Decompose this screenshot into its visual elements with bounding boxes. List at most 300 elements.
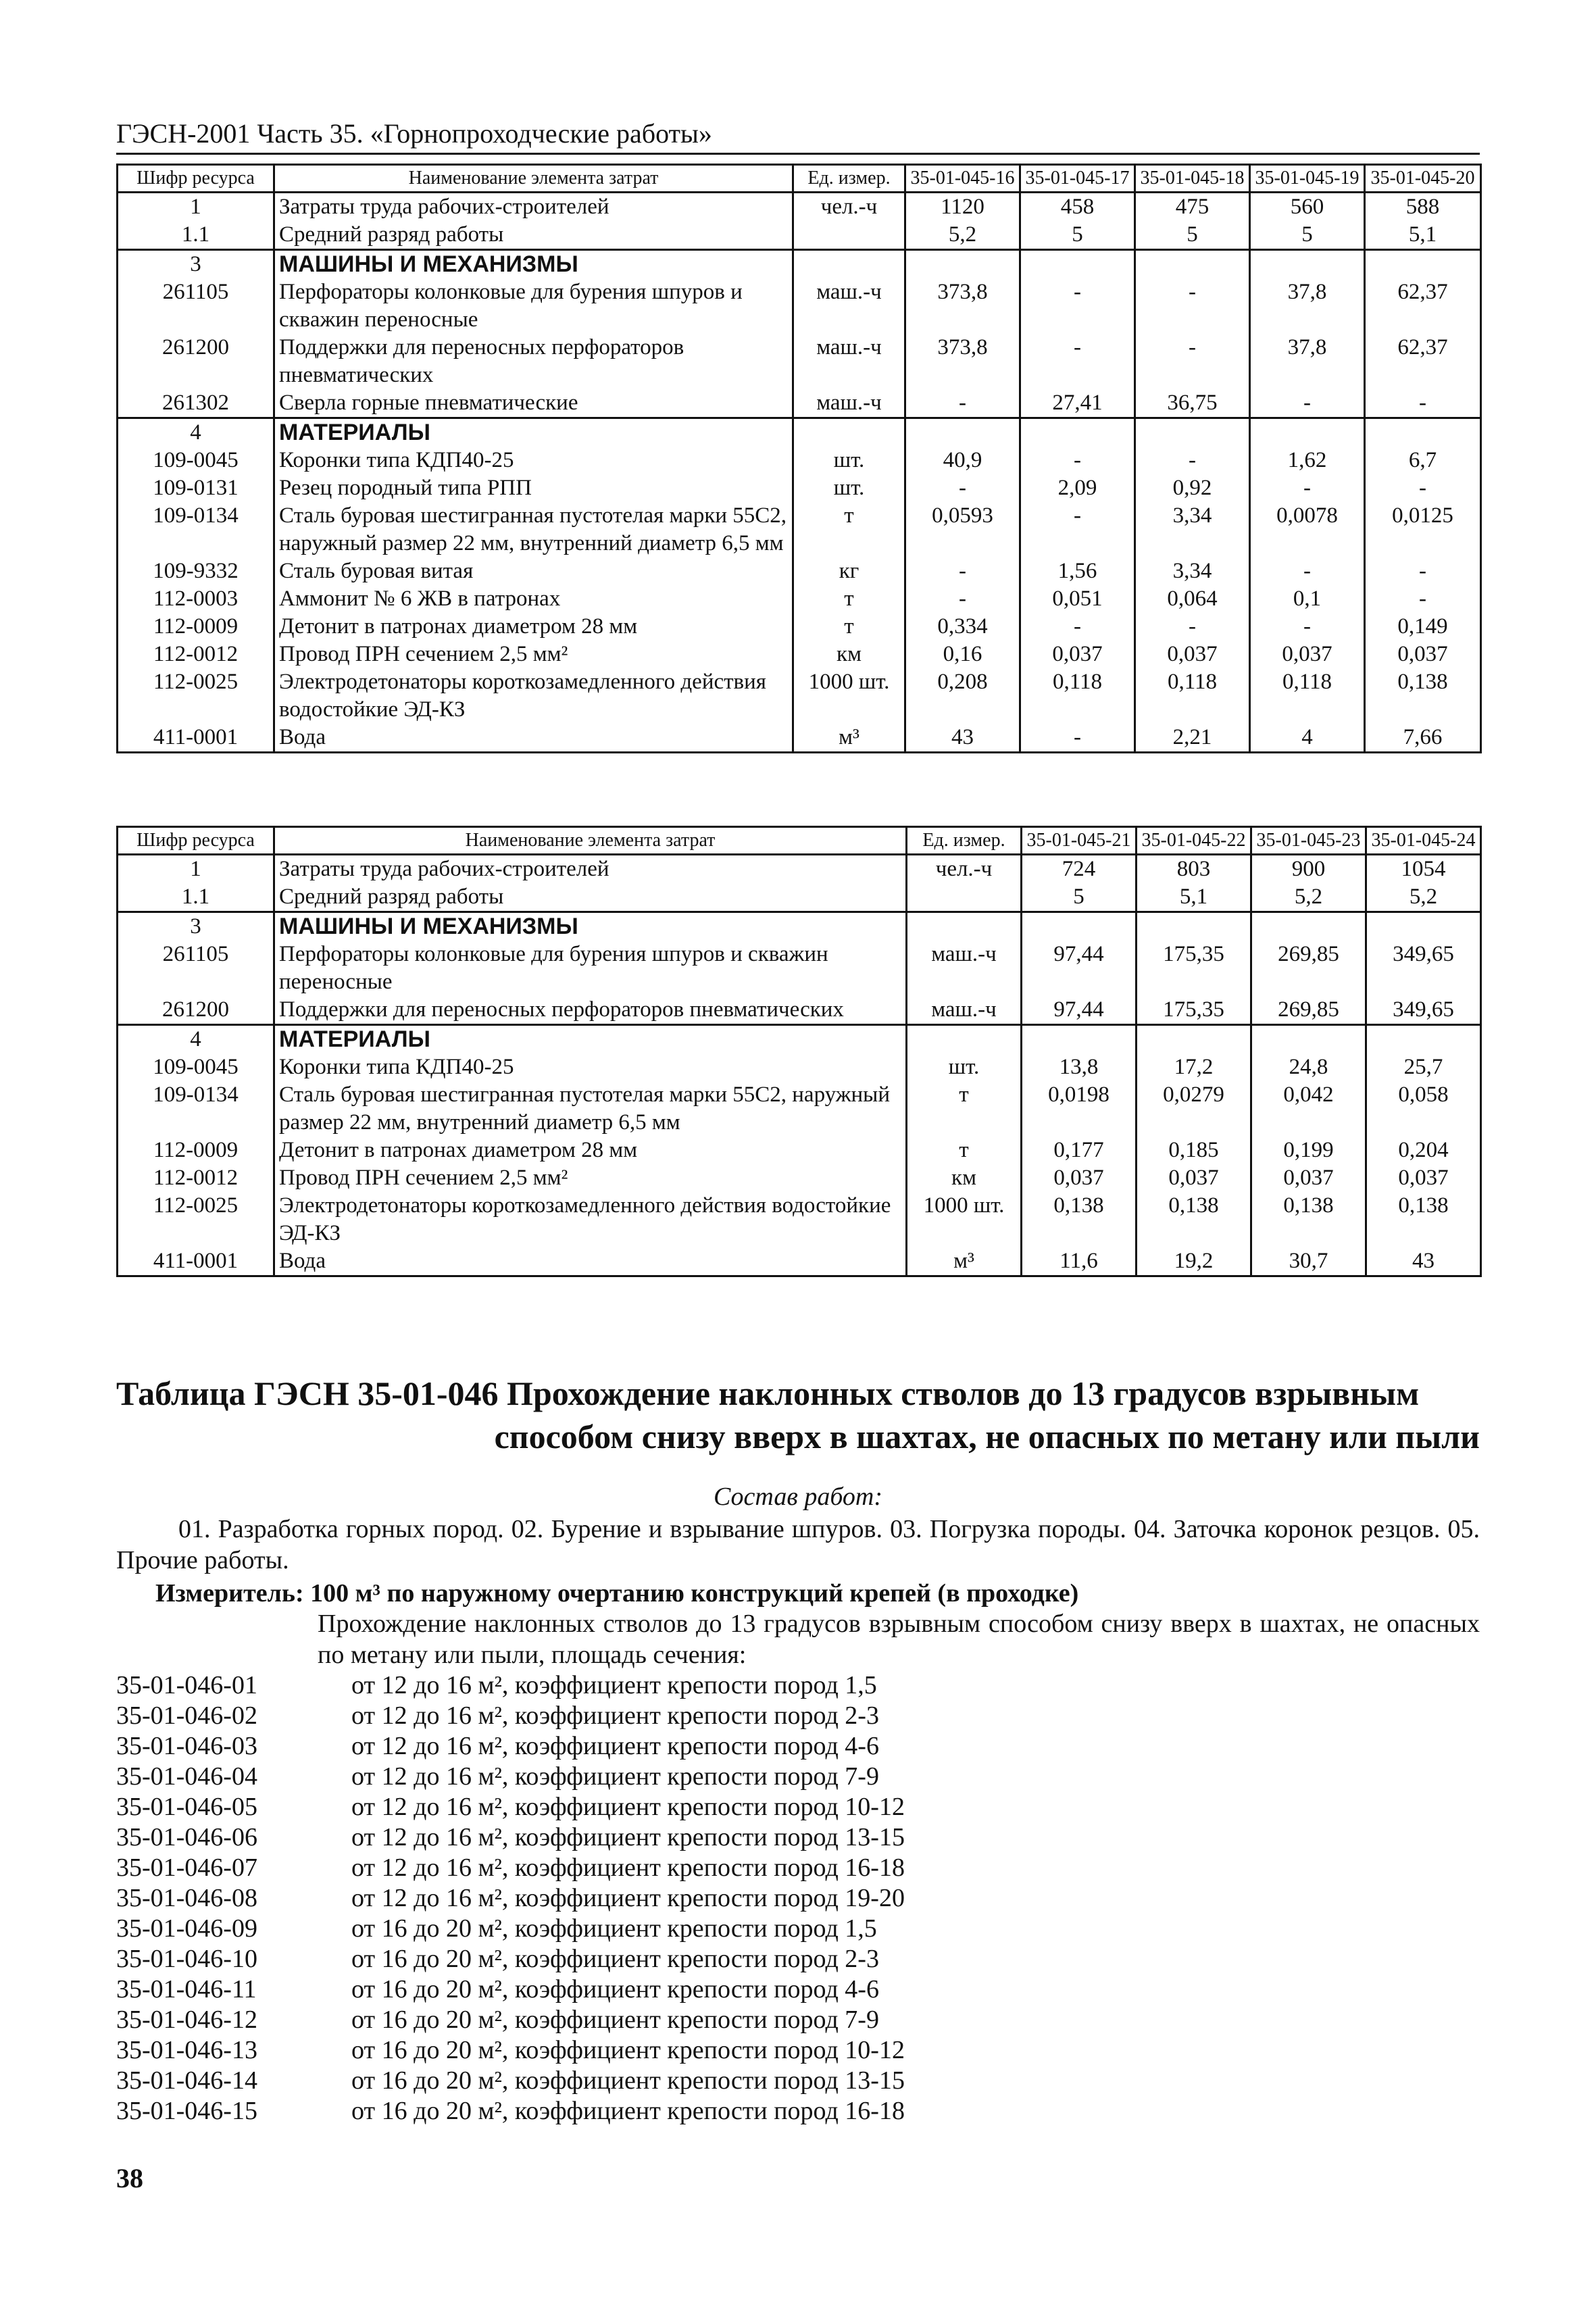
empty-cell xyxy=(793,418,905,447)
value-cell: - xyxy=(1135,278,1250,334)
norm-code: 35-01-046-06 xyxy=(116,1823,257,1851)
value-cell: 37,8 xyxy=(1250,334,1365,389)
value-cell: 0,037 xyxy=(1022,1164,1137,1192)
norm-description: от 16 до 20 м², коэффициент крепости пород 4-6 xyxy=(351,1975,879,2003)
resource-code: 109-0134 xyxy=(118,1081,274,1137)
table-title-line-2: способом снизу вверх в шахтах, не опасных по метану или пыли xyxy=(494,1418,1480,1455)
column-header: 35-01-045-21 xyxy=(1022,827,1137,855)
value-cell: 0,334 xyxy=(905,613,1020,641)
table-header-row xyxy=(118,165,1481,193)
norm-code: 35-01-046-05 xyxy=(116,1793,257,1821)
value-cell: 803 xyxy=(1137,855,1251,884)
value-cell: 269,85 xyxy=(1251,941,1366,996)
value-cell: 24,8 xyxy=(1251,1053,1366,1081)
list-item xyxy=(116,1822,1480,1853)
value-cell: 62,37 xyxy=(1365,334,1481,389)
list-item xyxy=(116,2035,1480,2066)
value-cell: 0,138 xyxy=(1251,1192,1366,1247)
empty-cell xyxy=(1020,250,1135,279)
value-cell: 560 xyxy=(1250,193,1365,222)
value-cell: 27,41 xyxy=(1020,389,1135,418)
value-cell: - xyxy=(1020,724,1135,753)
value-cell: 0,118 xyxy=(1020,668,1135,724)
empty-cell xyxy=(1251,1025,1366,1054)
cost-element-name: Детонит в патронах диаметром 28 мм xyxy=(274,1137,907,1164)
value-cell: - xyxy=(1135,334,1250,389)
resource-code: 112-0012 xyxy=(118,1164,274,1192)
norm-code: 35-01-046-13 xyxy=(116,2036,257,2064)
cost-element-name: Сталь буровая витая xyxy=(274,557,793,585)
list-item xyxy=(116,1974,1480,2005)
cost-element-name: Детонит в патронах диаметром 28 мм xyxy=(274,613,793,641)
unit-cell: шт. xyxy=(907,1053,1022,1081)
value-cell: - xyxy=(1135,447,1250,474)
resource-code: 112-0003 xyxy=(118,585,274,613)
value-cell: 43 xyxy=(905,724,1020,753)
empty-cell xyxy=(905,250,1020,279)
value-cell: 0,037 xyxy=(1137,1164,1251,1192)
list-item xyxy=(116,2066,1480,2096)
value-cell: 0,0593 xyxy=(905,502,1020,557)
value-cell: 0,037 xyxy=(1135,641,1250,668)
work-composition-text: 01. Разработка горных пород. 02. Бурение и взрывание шпуров. 03. Погрузка породы. 04. Заточка коронок резцов. 05. Прочие работы. xyxy=(116,1515,1480,1574)
value-cell: 373,8 xyxy=(905,334,1020,389)
resource-table-1 xyxy=(116,164,1482,753)
value-cell: 269,85 xyxy=(1251,996,1366,1025)
value-cell: 0,138 xyxy=(1022,1192,1137,1247)
value-cell: 7,66 xyxy=(1365,724,1481,753)
resource-code: 112-0025 xyxy=(118,668,274,724)
cost-element-name: Электродетонаторы короткозамедленного действия водостойкие ЭД-КЗ xyxy=(274,1192,907,1247)
empty-cell xyxy=(1020,418,1135,447)
cost-element-name: Электродетонаторы короткозамедленного действия водостойкие ЭД-КЗ xyxy=(274,668,793,724)
cost-element-name: Средний разряд работы xyxy=(274,221,793,250)
value-cell: - xyxy=(1020,447,1135,474)
value-cell: 458 xyxy=(1020,193,1135,222)
unit-cell: кг xyxy=(793,557,905,585)
table-title xyxy=(116,1372,1480,1458)
value-cell: - xyxy=(1250,474,1365,502)
table-row xyxy=(118,1025,1481,1054)
unit-cell: маш.-ч xyxy=(793,334,905,389)
resource-code: 112-0025 xyxy=(118,1192,274,1247)
value-cell: 3,34 xyxy=(1135,557,1250,585)
value-cell: 5,1 xyxy=(1137,883,1251,912)
norm-code: 35-01-046-14 xyxy=(116,2066,257,2095)
cost-element-name: Сталь буровая шестигранная пустотелая марки 55С2, наружный размер 22 мм, внутренний диаметр 6,5 мм xyxy=(274,502,793,557)
resource-code: 261200 xyxy=(118,996,274,1025)
norm-code: 35-01-046-11 xyxy=(116,1975,257,2003)
table-row xyxy=(118,1164,1481,1192)
column-header: Наименование элемента затрат xyxy=(274,165,793,193)
norm-description: от 12 до 16 м², коэффициент крепости пород 4-6 xyxy=(351,1732,879,1760)
value-cell: 1054 xyxy=(1366,855,1481,884)
value-cell: 0,0198 xyxy=(1022,1081,1137,1137)
resource-code: 109-0045 xyxy=(118,447,274,474)
column-header: 35-01-045-22 xyxy=(1137,827,1251,855)
value-cell: 0,0078 xyxy=(1250,502,1365,557)
value-cell: 0,037 xyxy=(1250,641,1365,668)
table-row xyxy=(118,585,1481,613)
value-cell: 19,2 xyxy=(1137,1247,1251,1276)
resource-code: 109-0134 xyxy=(118,502,274,557)
column-header: Шифр ресурса xyxy=(118,165,274,193)
norm-code-list xyxy=(116,1670,1480,2126)
column-header: 35-01-045-16 xyxy=(905,165,1020,193)
unit-cell: чел.-ч xyxy=(793,193,905,222)
table-row xyxy=(118,1081,1481,1137)
column-header: 35-01-045-19 xyxy=(1250,165,1365,193)
section-name: МАТЕРИАЛЫ xyxy=(274,1025,907,1054)
column-header: 35-01-045-23 xyxy=(1251,827,1366,855)
cost-element-name: Перфораторы колонковые для бурения шпуров и скважин переносные xyxy=(274,278,793,334)
table-row xyxy=(118,724,1481,753)
unit-cell: км xyxy=(793,641,905,668)
empty-cell xyxy=(1137,912,1251,941)
norm-description: от 12 до 16 м², коэффициент крепости пород 13-15 xyxy=(351,1823,905,1851)
value-cell: 36,75 xyxy=(1135,389,1250,418)
value-cell: 0,0279 xyxy=(1137,1081,1251,1137)
column-header: 35-01-045-17 xyxy=(1020,165,1135,193)
empty-cell xyxy=(905,418,1020,447)
resource-code: 411-0001 xyxy=(118,1247,274,1276)
table-row xyxy=(118,912,1481,941)
value-cell: 0,177 xyxy=(1022,1137,1137,1164)
column-header: 35-01-045-18 xyxy=(1135,165,1250,193)
value-cell: 724 xyxy=(1022,855,1137,884)
empty-cell xyxy=(1022,1025,1137,1054)
value-cell: 37,8 xyxy=(1250,278,1365,334)
value-cell: - xyxy=(905,474,1020,502)
unit-cell: т xyxy=(793,502,905,557)
resource-code: 109-9332 xyxy=(118,557,274,585)
resource-code: 3 xyxy=(118,250,274,279)
empty-cell xyxy=(1022,912,1137,941)
value-cell: 97,44 xyxy=(1022,941,1137,996)
measure-unit: Измеритель: 100 м³ по наружному очертанию конструкций крепей (в проходке) xyxy=(155,1579,1079,1608)
value-cell: 43 xyxy=(1366,1247,1481,1276)
value-cell: 0,16 xyxy=(905,641,1020,668)
page-number: 38 xyxy=(116,2163,143,2193)
value-cell: 0,138 xyxy=(1137,1192,1251,1247)
table-row xyxy=(118,1247,1481,1276)
norm-code: 35-01-046-07 xyxy=(116,1853,257,1882)
table-title-line-1: Таблица ГЭСН 35-01-046 Прохождение наклонных стволов до 13 градусов взрывным xyxy=(116,1374,1420,1412)
running-header: ГЭСН-2001 Часть 35. «Горнопроходческие работы» xyxy=(116,116,1480,155)
value-cell: - xyxy=(1135,613,1250,641)
value-cell: - xyxy=(1020,613,1135,641)
value-cell: 349,65 xyxy=(1366,996,1481,1025)
norm-code: 35-01-046-12 xyxy=(116,2006,257,2034)
norm-description: от 16 до 20 м², коэффициент крепости пород 2-3 xyxy=(351,1945,879,1973)
value-cell: 62,37 xyxy=(1365,278,1481,334)
value-cell: 349,65 xyxy=(1366,941,1481,996)
table-row xyxy=(118,278,1481,334)
resource-code: 3 xyxy=(118,912,274,941)
table-row xyxy=(118,855,1481,884)
list-item xyxy=(116,2096,1480,2126)
unit-cell: маш.-ч xyxy=(793,278,905,334)
section-intro: Прохождение наклонных стволов до 13 градусов взрывным способом снизу вверх в шахтах, не опасных по метану или пыли, площадь сечения: xyxy=(318,1610,1480,1669)
cost-element-name: Провод ПРН сечением 2,5 мм² xyxy=(274,641,793,668)
resource-code: 4 xyxy=(118,1025,274,1054)
unit-cell: т xyxy=(907,1081,1022,1137)
norm-description: от 16 до 20 м², коэффициент крепости пород 10-12 xyxy=(351,2036,905,2064)
value-cell: 0,042 xyxy=(1251,1081,1366,1137)
cost-element-name: Аммонит № 6 ЖВ в патронах xyxy=(274,585,793,613)
column-header: Наименование элемента затрат xyxy=(274,827,907,855)
value-cell: - xyxy=(1365,389,1481,418)
table-row xyxy=(118,641,1481,668)
value-cell: 1,56 xyxy=(1020,557,1135,585)
value-cell: 5 xyxy=(1020,221,1135,250)
section-name: МАШИНЫ И МЕХАНИЗМЫ xyxy=(274,912,907,941)
empty-cell xyxy=(1135,418,1250,447)
cost-element-name: Поддержки для переносных перфораторов пневматических xyxy=(274,996,907,1025)
value-cell: 5,1 xyxy=(1365,221,1481,250)
value-cell: 2,21 xyxy=(1135,724,1250,753)
unit-cell: чел.-ч xyxy=(907,855,1022,884)
value-cell: - xyxy=(1365,474,1481,502)
cost-element-name: Коронки типа КДП40-25 xyxy=(274,447,793,474)
unit-cell: км xyxy=(907,1164,1022,1192)
value-cell: 17,2 xyxy=(1137,1053,1251,1081)
value-cell: - xyxy=(1365,585,1481,613)
resource-code: 411-0001 xyxy=(118,724,274,753)
column-header: Шифр ресурса xyxy=(118,827,274,855)
resource-code: 1.1 xyxy=(118,883,274,912)
empty-cell xyxy=(1250,418,1365,447)
norm-description: от 12 до 16 м², коэффициент крепости пород 1,5 xyxy=(351,1671,877,1699)
value-cell: 0,199 xyxy=(1251,1137,1366,1164)
norm-description: от 12 до 16 м², коэффициент крепости пород 2-3 xyxy=(351,1701,879,1730)
resource-code: 109-0131 xyxy=(118,474,274,502)
empty-cell xyxy=(1365,418,1481,447)
value-cell: - xyxy=(1020,334,1135,389)
value-cell: 0,1 xyxy=(1250,585,1365,613)
cost-element-name: Сверла горные пневматические xyxy=(274,389,793,418)
empty-cell xyxy=(793,250,905,279)
list-item xyxy=(116,1944,1480,1974)
list-item xyxy=(116,1853,1480,1883)
norm-code: 35-01-046-01 xyxy=(116,1671,257,1699)
value-cell: 0,058 xyxy=(1366,1081,1481,1137)
cost-element-name: Вода xyxy=(274,724,793,753)
value-cell: 5 xyxy=(1135,221,1250,250)
resource-code: 4 xyxy=(118,418,274,447)
value-cell: 0,064 xyxy=(1135,585,1250,613)
value-cell: 4 xyxy=(1250,724,1365,753)
column-header: 35-01-045-20 xyxy=(1365,165,1481,193)
resource-code: 261105 xyxy=(118,941,274,996)
value-cell: 5,2 xyxy=(1251,883,1366,912)
section-name: МАТЕРИАЛЫ xyxy=(274,418,793,447)
cost-element-name: Поддержки для переносных перфораторов пневматических xyxy=(274,334,793,389)
norm-description: от 12 до 16 м², коэффициент крепости пород 16-18 xyxy=(351,1853,905,1882)
unit-cell: т xyxy=(907,1137,1022,1164)
resource-code: 112-0009 xyxy=(118,613,274,641)
cost-element-name: Затраты труда рабочих-строителей xyxy=(274,193,793,222)
norm-description: от 12 до 16 м², коэффициент крепости пород 7-9 xyxy=(351,1762,879,1791)
table-row xyxy=(118,1192,1481,1247)
resource-code: 109-0045 xyxy=(118,1053,274,1081)
value-cell: 0,185 xyxy=(1137,1137,1251,1164)
value-cell: 0,204 xyxy=(1366,1137,1481,1164)
value-cell: 0,051 xyxy=(1020,585,1135,613)
list-item xyxy=(116,2005,1480,2035)
value-cell: - xyxy=(1365,557,1481,585)
norm-description: от 16 до 20 м², коэффициент крепости пород 16-18 xyxy=(351,2097,905,2125)
empty-cell xyxy=(1365,250,1481,279)
value-cell: 0,149 xyxy=(1365,613,1481,641)
cost-element-name: Коронки типа КДП40-25 xyxy=(274,1053,907,1081)
value-cell: - xyxy=(1250,557,1365,585)
value-cell: 0,037 xyxy=(1251,1164,1366,1192)
value-cell: 1,62 xyxy=(1250,447,1365,474)
value-cell: 13,8 xyxy=(1022,1053,1137,1081)
norm-code: 35-01-046-03 xyxy=(116,1732,257,1760)
norm-code: 35-01-046-04 xyxy=(116,1762,257,1791)
value-cell: 5 xyxy=(1250,221,1365,250)
table-row xyxy=(118,557,1481,585)
table-row xyxy=(118,668,1481,724)
table-header-row xyxy=(118,827,1481,855)
norm-description: от 12 до 16 м², коэффициент крепости пород 10-12 xyxy=(351,1793,905,1821)
value-cell: 0,92 xyxy=(1135,474,1250,502)
value-cell: - xyxy=(1020,278,1135,334)
list-item xyxy=(116,1792,1480,1822)
value-cell: 6,7 xyxy=(1365,447,1481,474)
column-header: Ед. измер. xyxy=(907,827,1022,855)
table-row xyxy=(118,389,1481,418)
unit-cell: м³ xyxy=(793,724,905,753)
value-cell: 0,208 xyxy=(905,668,1020,724)
value-cell: 0,0125 xyxy=(1365,502,1481,557)
empty-cell xyxy=(1366,912,1481,941)
cost-element-name: Перфораторы колонковые для бурения шпуров и скважин переносные xyxy=(274,941,907,996)
empty-cell xyxy=(1135,250,1250,279)
resource-table-2 xyxy=(116,826,1482,1277)
cost-element-name: Вода xyxy=(274,1247,907,1276)
table-row xyxy=(118,474,1481,502)
norm-code: 35-01-046-08 xyxy=(116,1884,257,1912)
empty-cell xyxy=(907,912,1022,941)
value-cell: 5 xyxy=(1022,883,1137,912)
unit-cell: маш.-ч xyxy=(793,389,905,418)
list-item xyxy=(116,1670,1480,1701)
table-row xyxy=(118,1053,1481,1081)
resource-code: 112-0012 xyxy=(118,641,274,668)
empty-cell xyxy=(1366,1025,1481,1054)
norm-code: 35-01-046-02 xyxy=(116,1701,257,1730)
value-cell: 97,44 xyxy=(1022,996,1137,1025)
value-cell: 11,6 xyxy=(1022,1247,1137,1276)
list-item xyxy=(116,1701,1480,1731)
unit-cell xyxy=(793,221,905,250)
value-cell: 0,037 xyxy=(1366,1164,1481,1192)
value-cell: 2,09 xyxy=(1020,474,1135,502)
unit-cell: т xyxy=(793,585,905,613)
value-cell: 0,118 xyxy=(1250,668,1365,724)
table-row xyxy=(118,1137,1481,1164)
cost-element-name: Затраты труда рабочих-строителей xyxy=(274,855,907,884)
table-row xyxy=(118,193,1481,222)
value-cell: 475 xyxy=(1135,193,1250,222)
unit-cell: 1000 шт. xyxy=(907,1192,1022,1247)
value-cell: 0,138 xyxy=(1365,668,1481,724)
unit-cell: маш.-ч xyxy=(907,941,1022,996)
value-cell: 588 xyxy=(1365,193,1481,222)
value-cell: 3,34 xyxy=(1135,502,1250,557)
table-row xyxy=(118,447,1481,474)
value-cell: - xyxy=(1250,389,1365,418)
unit-cell xyxy=(907,883,1022,912)
value-cell: 5,2 xyxy=(1366,883,1481,912)
table-row xyxy=(118,883,1481,912)
value-cell: 373,8 xyxy=(905,278,1020,334)
unit-cell: 1000 шт. xyxy=(793,668,905,724)
resource-code: 1 xyxy=(118,855,274,884)
resource-code: 261302 xyxy=(118,389,274,418)
list-item xyxy=(116,1883,1480,1914)
table-row xyxy=(118,613,1481,641)
norm-code: 35-01-046-10 xyxy=(116,1945,257,1973)
resource-code: 1 xyxy=(118,193,274,222)
list-item xyxy=(116,1762,1480,1792)
value-cell: 40,9 xyxy=(905,447,1020,474)
unit-cell: м³ xyxy=(907,1247,1022,1276)
value-cell: - xyxy=(1250,613,1365,641)
empty-cell xyxy=(1250,250,1365,279)
value-cell: 175,35 xyxy=(1137,941,1251,996)
norm-description: от 12 до 16 м², коэффициент крепости пород 19-20 xyxy=(351,1884,905,1912)
value-cell: 0,138 xyxy=(1366,1192,1481,1247)
cost-element-name: Резец породный типа РПП xyxy=(274,474,793,502)
empty-cell xyxy=(1137,1025,1251,1054)
value-cell: - xyxy=(905,557,1020,585)
cost-element-name: Сталь буровая шестигранная пустотелая марки 55С2, наружный размер 22 мм, внутренний диаметр 6,5 мм xyxy=(274,1081,907,1137)
resource-code: 261200 xyxy=(118,334,274,389)
value-cell: 175,35 xyxy=(1137,996,1251,1025)
unit-cell: маш.-ч xyxy=(907,996,1022,1025)
table-row xyxy=(118,334,1481,389)
value-cell: 25,7 xyxy=(1366,1053,1481,1081)
empty-cell xyxy=(1251,912,1366,941)
cost-element-name: Провод ПРН сечением 2,5 мм² xyxy=(274,1164,907,1192)
value-cell: 0,037 xyxy=(1365,641,1481,668)
norm-code: 35-01-046-15 xyxy=(116,2097,257,2125)
resource-code: 261105 xyxy=(118,278,274,334)
resource-code: 1.1 xyxy=(118,221,274,250)
table-row xyxy=(118,502,1481,557)
list-item xyxy=(116,1731,1480,1762)
empty-cell xyxy=(907,1025,1022,1054)
table-row xyxy=(118,250,1481,279)
value-cell: - xyxy=(1020,502,1135,557)
unit-cell: шт. xyxy=(793,447,905,474)
resource-code: 112-0009 xyxy=(118,1137,274,1164)
value-cell: 1120 xyxy=(905,193,1020,222)
value-cell: 900 xyxy=(1251,855,1366,884)
unit-cell: шт. xyxy=(793,474,905,502)
work-composition-heading: Состав работ: xyxy=(713,1483,883,1511)
table-row xyxy=(118,418,1481,447)
value-cell: - xyxy=(905,585,1020,613)
table-row xyxy=(118,221,1481,250)
value-cell: 0,118 xyxy=(1135,668,1250,724)
table-row xyxy=(118,941,1481,996)
value-cell: 30,7 xyxy=(1251,1247,1366,1276)
